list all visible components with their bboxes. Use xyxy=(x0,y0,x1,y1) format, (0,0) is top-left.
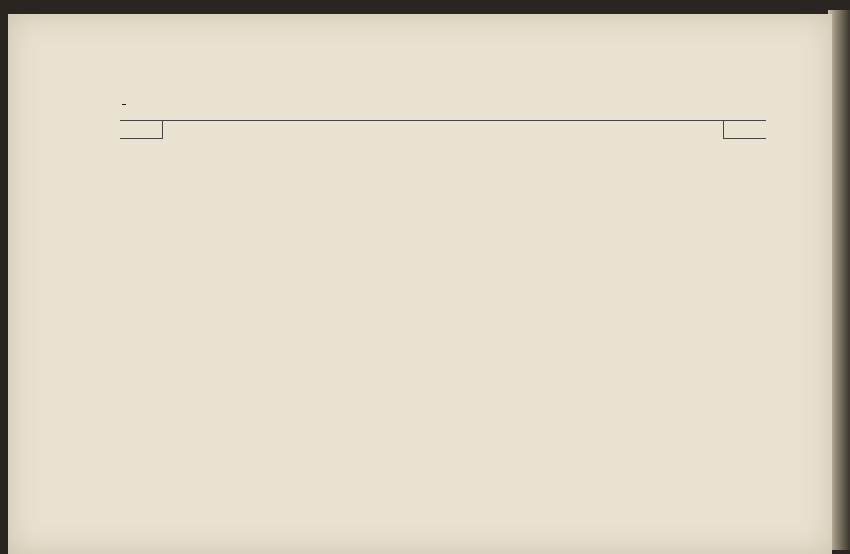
getal-header-left xyxy=(120,121,163,139)
book-page xyxy=(8,14,832,554)
fraction-numerator xyxy=(122,104,126,105)
table-main-header xyxy=(163,121,724,139)
logarithm-table xyxy=(120,120,766,139)
fraction xyxy=(122,104,126,105)
subtitle-line xyxy=(120,96,760,110)
getal-header-right xyxy=(724,121,767,139)
